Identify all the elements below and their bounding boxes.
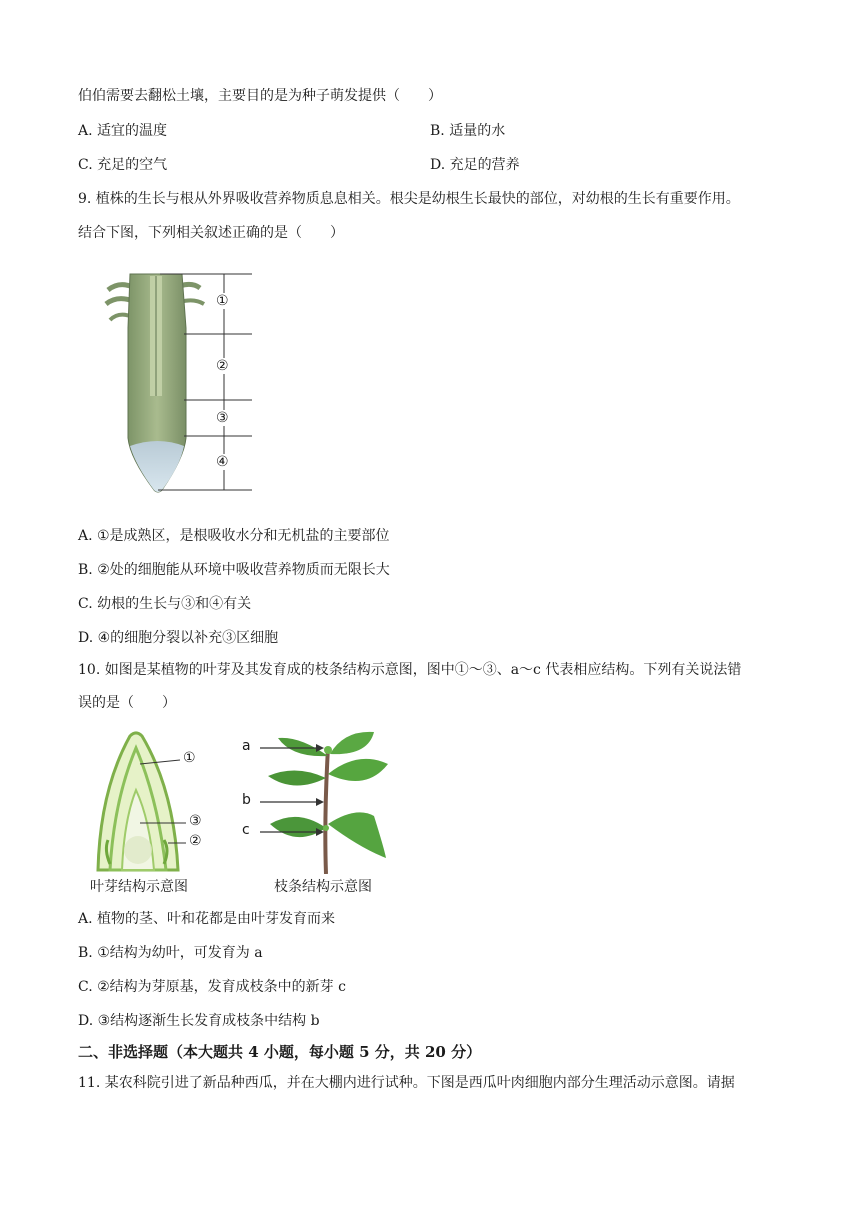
q9-stem-line2: 结合下图，下列相关叙述正确的是（ ）: [78, 225, 344, 241]
root-tip-figure: [100, 268, 260, 496]
branch-illustration: [240, 728, 400, 874]
q8-option-a: A. 适宜的温度: [78, 123, 168, 139]
q9-option-c: C. 幼根的生长与③和④有关: [78, 596, 252, 612]
q10-option-a: A. 植物的茎、叶和花都是由叶芽发育而来: [78, 911, 336, 927]
root-label-4: ④: [216, 454, 229, 470]
leaf-bud-illustration: [88, 730, 238, 875]
branch-label-c: c: [242, 822, 250, 838]
q10-stem-line2: 误的是（ ）: [78, 695, 176, 711]
root-tip-illustration: [100, 268, 260, 496]
q9-stem-line1: 9. 植株的生长与根从外界吸收营养物质息息相关。根尖是幼根生长最快的部位，对幼根的生长有重要作用。: [78, 191, 740, 207]
section2-heading: 二、非选择题（本大题共 4 小题，每小题 5 分，共 20 分）: [78, 1043, 482, 1061]
root-label-2: ②: [216, 358, 229, 374]
q10-option-b: B. ①结构为幼叶，可发育为 a: [78, 945, 263, 961]
bud-label-3: ③: [189, 813, 202, 829]
root-label-3: ③: [216, 410, 229, 426]
q8-stem: 伯伯需要去翻松土壤，主要目的是为种子萌发提供（ ）: [78, 88, 442, 104]
q10-option-c: C. ②结构为芽原基，发育成枝条中的新芽 c: [78, 979, 346, 995]
root-label-1: ①: [216, 293, 229, 309]
branch-figure: [240, 728, 400, 900]
q10-stem-line1: 10. 如图是某植物的叶芽及其发育成的枝条结构示意图，图中①～③、a～c 代表相应结构。下列有关说法错: [78, 662, 742, 678]
q8-option-d: D. 充足的营养: [430, 157, 520, 173]
leaf-bud-figure: [88, 730, 238, 900]
bud-label-2: ②: [189, 833, 202, 849]
q8-option-b: B. 适量的水: [430, 123, 506, 139]
q9-option-b: B. ②处的细胞能从环境中吸收营养物质而无限长大: [78, 562, 390, 578]
q9-option-a: A. ①是成熟区，是根吸收水分和无机盐的主要部位: [78, 528, 390, 544]
q10-option-d: D. ③结构逐渐生长发育成枝条中结构 b: [78, 1013, 320, 1029]
branch-label-a: a: [242, 738, 251, 754]
bud-label-1: ①: [183, 750, 196, 766]
q8-option-c: C. 充足的空气: [78, 157, 168, 173]
branch-label-b: b: [242, 792, 251, 808]
branch-caption: 枝条结构示意图: [274, 879, 372, 895]
q9-option-d: D. ④的细胞分裂以补充③区细胞: [78, 630, 279, 646]
bud-caption: 叶芽结构示意图: [90, 879, 188, 895]
q11-stem-line1: 11. 某农科院引进了新品种西瓜，并在大棚内进行试种。下图是西瓜叶肉细胞内部分生理活动示意图。请据: [78, 1075, 735, 1091]
